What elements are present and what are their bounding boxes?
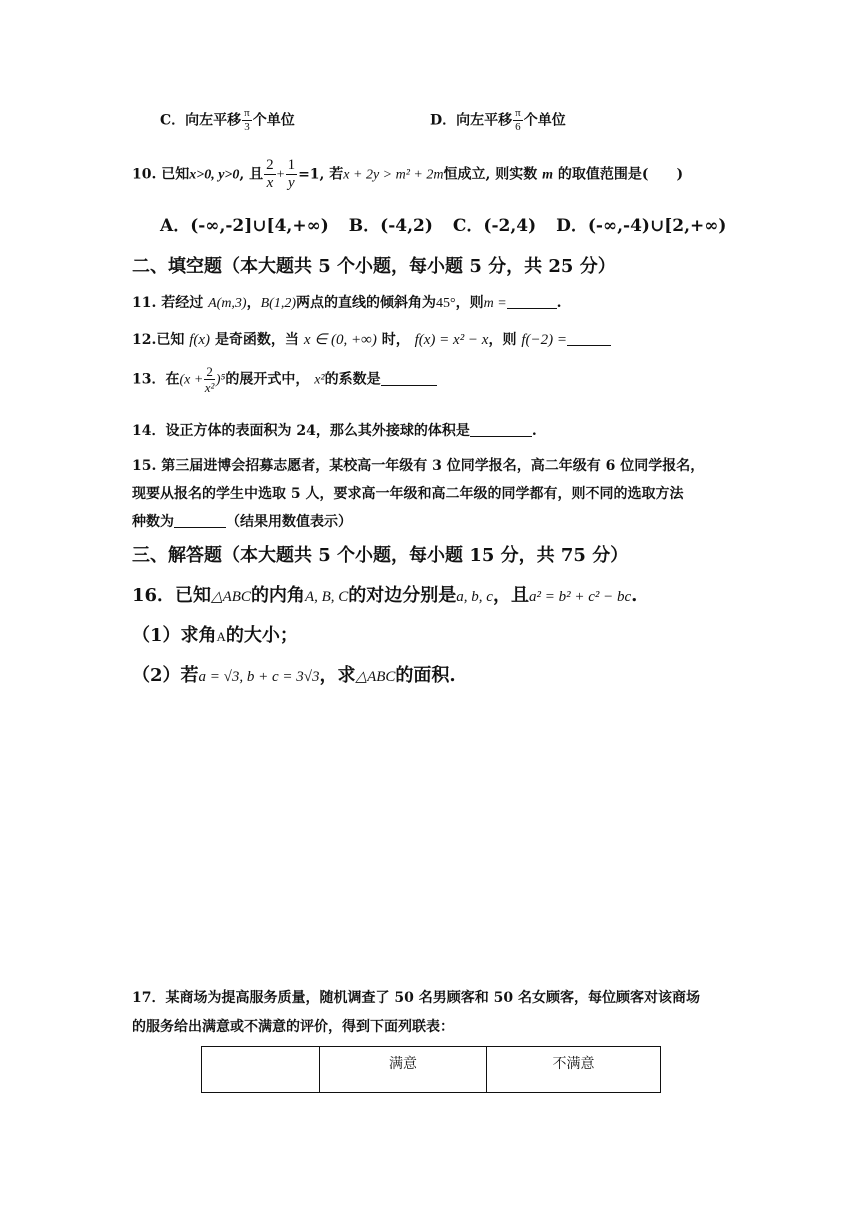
q10-options <box>160 211 726 236</box>
q10-option-b: B．(-4,2) <box>348 216 433 236</box>
q10-option-c: C．(-2,4) <box>452 216 537 236</box>
q9-option-c: C．向左平移 $\frac{\pi}{3}$ 个单位 <box>160 107 295 133</box>
table-header-row <box>202 1047 661 1093</box>
q14: 14．设正方体的表面积为 24，那么其外接球的体积是 . <box>132 423 537 439</box>
answer-blank <box>470 435 532 437</box>
q11: 11. 若经过 A(m,3)，B(1,2)两点的直线的倾斜角为45°，则m = . <box>132 295 562 311</box>
q17-line2: 的服务给出满意或不满意的评价，得到下面列联表： <box>132 1019 454 1035</box>
contingency-table <box>201 1046 661 1093</box>
q15-line3: 种数为 （结果用数值表示） <box>132 514 352 530</box>
q10-option-a: A．(-∞,-2]∪[4,+∞) <box>160 216 329 236</box>
table-header-cell: 不满意 <box>487 1047 661 1093</box>
table-header-cell: 满意 <box>320 1047 487 1093</box>
q12: 12.已知 f(x) 是奇函数，当 x ∈ (0, +∞) 时， f(x) = x² − x，则 f(−2) = <box>132 329 611 349</box>
q16-stem: 16．已知△ABC的内角A, B, C的对边分别是a, b, c，且a² = b² + c² − bc. <box>132 585 638 606</box>
section-solution-heading: 三、解答题（本大题共 5 个小题，每小题 15 分，共 75 分） <box>132 545 629 566</box>
q16-part1: （1）求角A的大小； <box>132 625 298 646</box>
answer-blank <box>507 307 557 309</box>
q13: 13．在(x + $\frac{2}{\text{x²}}$ )⁵的展开式中， x²的系数是 <box>132 365 437 394</box>
q10-option-d: D．(-∞,-4)∪[2,+∞) <box>556 216 727 236</box>
table-header-cell <box>202 1047 320 1093</box>
q15-line1: 15. 第三届进博会招募志愿者，某校高一年级有 3 位同学报名，高二年级有 6 位同学报名， <box>132 458 705 474</box>
answer-blank <box>174 526 226 528</box>
answer-blank <box>381 384 437 386</box>
q16-part2: （2）若a = √3, b + c = 3√3，求△ABC的面积. <box>132 665 456 686</box>
q15-line2: 现要从报名的学生中选取 5 人，要求高一年级和高二年级的同学都有，则不同的选取方法 <box>132 486 684 502</box>
section-fill-in-heading: 二、填空题（本大题共 5 个小题，每小题 5 分，共 25 分） <box>132 256 616 277</box>
q17-line1: 17．某商场为提高服务质量，随机调查了 50 名男顾客和 50 名女顾客，每位顾客对该商场 <box>132 990 700 1006</box>
answer-blank <box>567 344 611 346</box>
q10-stem: 10. 已知x>0, y>0, 且 $\frac{2}{x}$ + $\frac{1}{y}$ =1, 若x + 2y > m² + 2m恒成立, 则实数 m 的取值范围是( ) <box>132 157 684 191</box>
q9-option-d: D．向左平移 $\frac{\pi}{6}$ 个单位 <box>430 107 566 133</box>
